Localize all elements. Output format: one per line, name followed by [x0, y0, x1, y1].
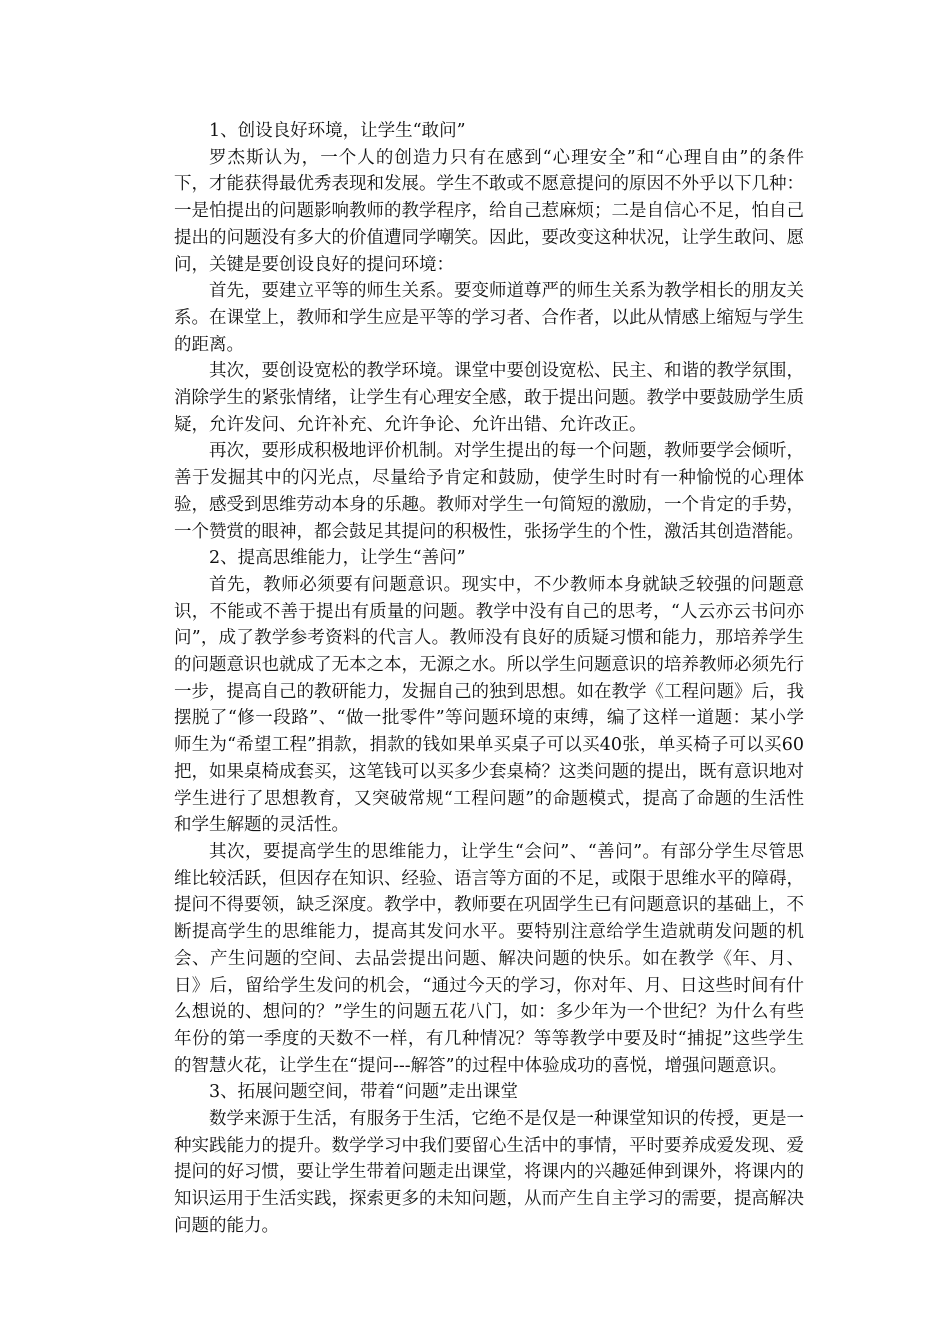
paragraph: 数学来源于生活，有服务于生活，它绝不是仅是一种课堂知识的传授，更是一种实践能力的提升。数学学习中我们要留心生活中的事情，平时要养成爱发现、爱提问的好习惯，要让学生带着问题走出课堂，将课内的兴趣延伸到课外，将课内的知识运用于生活实践，探索更多的未知问题，从而产生自主学习的需要，提高解决问题的能力。 — [174, 1109, 804, 1236]
paragraph: 罗杰斯认为，一个人的创造力只有在感到“心理安全”和“心理自由”的条件下，才能获得最优秀表现和发展。学生不敢或不愿意提问的原因不外乎以下几种：一是怕提出的问题影响教师的教学程序，给自己惹麻烦；二是自信心不足，怕自己提出的问题没有多大的价值遭同学嘲笑。因此，要改变这种状况，让学生敢问、愿问，关键是要创设良好的提问环境： — [174, 147, 804, 275]
paragraph: 其次，要创设宽松的教学环境。课堂中要创设宽松、民主、和谐的教学氛围，消除学生的紧张情绪，让学生有心理安全感，敢于提出问题。教学中要鼓励学生质疑，允许发问、允许补充、允许争论、允许出错、允许改正。 — [174, 361, 804, 435]
paragraph: 首先，教师必须要有问题意识。现实中，不少教师本身就缺乏较强的问题意识，不能或不善于提出有质量的问题。教学中没有自己的思考，“人云亦云书问亦问”，成了教学参考资料的代言人。教师没有良好的质疑习惯和能力，那培养学生的问题意识也就成了无本之本，无源之水。所以学生问题意识的培养教师必须先行一步，提高自己的教研能力，发掘自己的独到思想。如在教学《工程问题》后，我摆脱了“修一段路”、“做一批零件”等问题环境的束缚，编了这样一道题：某小学师生为“希望工程”捐款，捐款的钱如果单买桌子可以买40张，单买椅子可以买60把，如果桌椅成套买，这笔钱可以买多少套桌椅？这类问题的提出，既有意识地对学生进行了思想教育，又突破常规“工程问题”的命题模式，提高了命题的生活性和学生解题的灵活性。 — [174, 574, 804, 836]
paragraph: 再次，要形成积极地评价机制。对学生提出的每一个问题，教师要学会倾听，善于发掘其中的闪光点，尽量给予肯定和鼓励，使学生时时有一种愉悦的心理体验，感受到思维劳动本身的乐趣。教师对学生一句简短的激励，一个肯定的手势，一个赞赏的眼神，都会鼓足其提问的积极性，张扬学生的个性，激活其创造潜能。 — [174, 441, 804, 542]
section-heading-1: 1、创设良好环境，让学生“敢问” — [209, 121, 466, 141]
section-heading-3: 3、拓展问题空间，带着“问题”走出课堂 — [209, 1082, 519, 1103]
paragraph: 首先，要建立平等的师生关系。要变师道尊严的师生关系为教学相长的朋友关系。在课堂上，教师和学生应是平等的学习者、合作者，以此从情感上缩短与学生的距离。 — [174, 281, 804, 355]
section-heading-2: 2、提高思维能力，让学生“善问” — [209, 548, 466, 569]
paragraph: 其次，要提高学生的思维能力，让学生“会问”、“善问”。有部分学生尽管思维比较活跃，但因存在知识、经验、语言等方面的不足，或限于思维水平的障碍，提问不得要领，缺乏深度。教学中，教师要在巩固学生已有问题意识的基础上，不断提高学生的思维能力，提高其发问水平。要特别注意给学生造就萌发问题的机会、产生问题的空间、去品尝提出问题、解决问题的快乐。如在教学《年、月、日》后，留给学生发问的机会，“通过今天的学习，你对年、月、日这些时间有什么想说的、想问的？”学生的问题五花八门，如：多少年为一个世纪？为什么有些年份的第一季度的天数不一样，有几种情况？等等教学中要及时“捕捉”这些学生的智慧火花，让学生在“提问---解答”的过程中体验成功的喜悦，增强问题意识。 — [174, 841, 804, 1076]
document-body — [174, 118, 804, 1240]
